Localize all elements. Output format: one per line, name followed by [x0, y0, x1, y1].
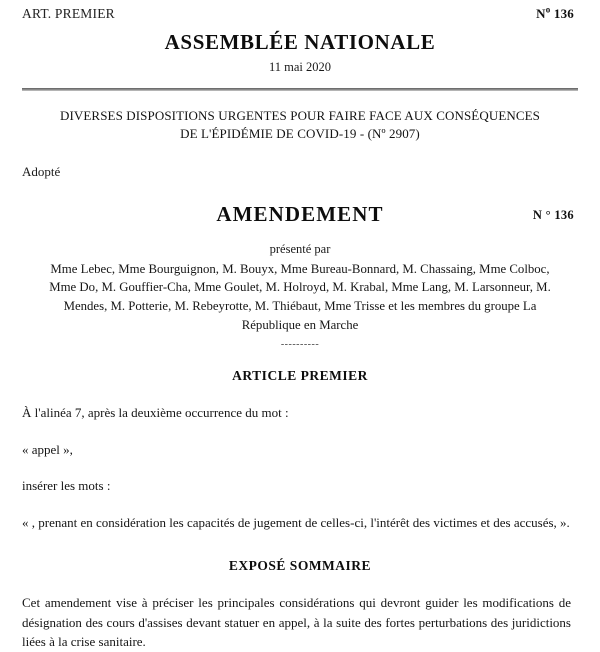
article-section-heading: ARTICLE PREMIER [232, 368, 368, 384]
document-date: 11 mai 2020 [268, 60, 332, 74]
amendment-number: N ° 136 [532, 207, 574, 222]
page-header [22, 0, 578, 22]
article-quoted-word: « appel », [22, 441, 73, 457]
article-instruction-second: insérer les mots : [22, 478, 111, 494]
section-separator: ---------- [280, 339, 320, 351]
header-divider [22, 88, 578, 91]
article-reference-label: ART. PREMIER [22, 6, 115, 21]
adoption-status: Adopté [22, 163, 61, 179]
amendment-title: AMENDEMENT [216, 201, 384, 226]
bill-title: DIVERSES DISPOSITIONS URGENTES POUR FAIRE FACE AUX CONSÉQUENCES DE L'ÉPIDÉMIE DE COVID-19 - (Nº 2907) [59, 108, 540, 142]
authors-list: Mme Lebec, Mme Bourguignon, M. Bouyx, Mme Bureau-Bonnard, M. Chassaing, Mme Colboc, Mme Do, M. Gouffier-Cha, Mme Goulet, M. Holroyd, M. Krabal, Mme Lang, M. Larsonneur, M. Mendes, M. Potterie, M. Rebeyrotte, M. Thiébaut, Mme Trisse et les membres du groupe La République en Marche [49, 261, 551, 332]
article-inserted-text: « , prenant en considération les capacités de jugement de celles-ci, l'intérêt des victimes et des accusés, ». [22, 514, 570, 530]
presented-by-label: présenté par [269, 241, 331, 256]
header-amendment-number [536, 6, 578, 22]
institution-title: ASSEMBLÉE NATIONALE [164, 30, 436, 54]
expose-body-text: Cet amendement vise à préciser les principales considérations qui devront guider les modifications de désignation des cours d'assises devant statuer en appel, à la suite des fortes perturbations des juridictions liées à la crise sanitaire. [22, 595, 571, 650]
header-number-value: 136 [550, 6, 574, 21]
expose-section-heading: EXPOSÉ SOMMAIRE [228, 558, 372, 574]
article-instruction-first: À l'alinéa 7, après la deuxième occurrence du mot : [22, 405, 289, 421]
header-number-prefix: N [536, 6, 546, 21]
header-number-superscript: o [545, 4, 551, 15]
amendment-heading-row [22, 202, 578, 228]
